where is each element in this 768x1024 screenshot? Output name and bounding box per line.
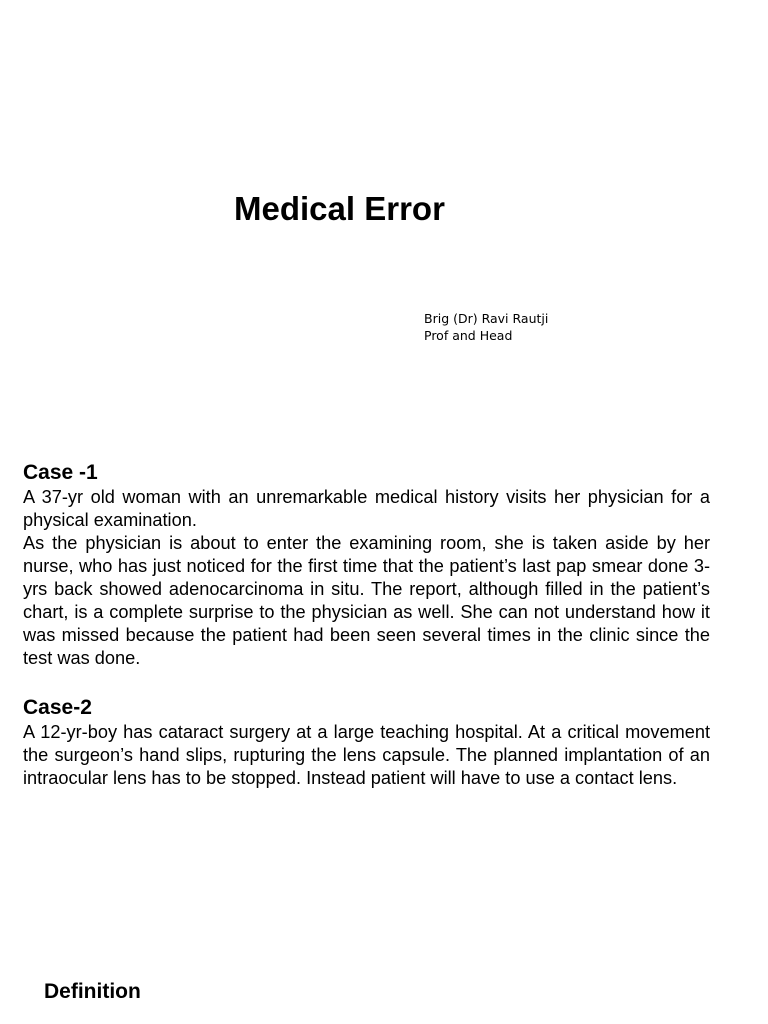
case-2-section <box>23 695 710 790</box>
case-1-heading: Case -1 <box>23 461 98 484</box>
case-2-heading: Case-2 <box>23 696 92 719</box>
author-name: Brig (Dr) Ravi Rautji <box>424 311 549 326</box>
case-2-paragraph-1: A 12-yr-boy has cataract surgery at a large teaching hospital. At a critical movement the surgeon’s hand slips, rupturing the lens capsule. The planned implantation of an intraocular lens has to be stopped. Instead patient will have to use a contact lens. <box>23 722 710 788</box>
case-1-section <box>23 460 710 670</box>
author-block <box>424 310 548 344</box>
page-title: Medical Error <box>234 190 445 227</box>
case-1-paragraph-1: A 37-yr old woman with an unremarkable medical history visits her physician for a physical examination. <box>23 487 710 530</box>
author-role: Prof and Head <box>424 328 513 343</box>
definition-heading: Definition <box>44 980 141 1003</box>
case-1-paragraph-2: As the physician is about to enter the examining room, she is taken aside by her nurse, who has just noticed for the first time that the patient’s last pap smear done 3-yrs back showed adenocarcinoma in situ. The report, although filled in the patient’s chart, is a complete surprise to the physician as well. She can not understand how it was missed because the patient had been seen several times in the clinic since the test was done. <box>23 533 710 668</box>
